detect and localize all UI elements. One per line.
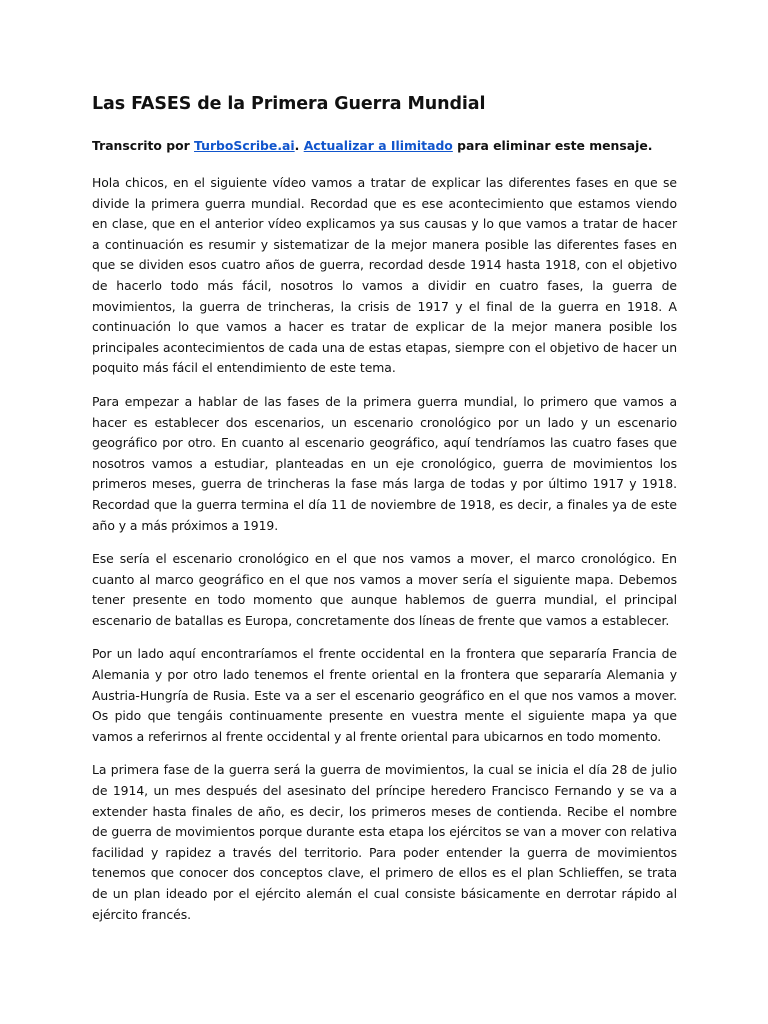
upgrade-unlimited-link[interactable]: Actualizar a Ilimitado [303, 138, 453, 153]
paragraph-fronts: Por un lado aquí encontraríamos el frente occidental en la frontera que separaría Francia de Alemania y por otro lado tenemos el frente oriental en la frontera que separaría Alemania y Austria-Hungría de Rusia. Este va a ser el escenario geográfico en el que nos vamos a mover. Os pido que tengáis continuamente presente en vuestra mente el siguiente mapa ya que vamos a referirnos al frente occidental y al frente oriental para ubicarnos en todo momento. [92, 646, 677, 744]
transcription-notice [92, 136, 677, 156]
paragraph-war-of-movement: La primera fase de la guerra será la guerra de movimientos, la cual se inicia el día 28 de julio de 1914, un mes después del asesinato del príncipe heredero Francisco Fernando y se va a extender hasta finales de año, es decir, los primeros meses de contienda. Recibe el nombre de guerra de movimientos porque durante esta etapa los ejércitos se van a mover con relativa facilidad y rapidez a través del territorio. Para poder entender la guerra de movimientos tenemos que conocer dos conceptos clave, el primero de ellos es el plan Schlieffen, se trata de un plan ideado por el ejército alemán el cual consiste básicamente en derrotar rápido al ejército francés. [92, 762, 677, 922]
document-page [92, 92, 677, 938]
notice-suffix: para eliminar este mensaje. [452, 138, 653, 153]
paragraph-scenarios: Para empezar a hablar de las fases de la primera guerra mundial, lo primero que vamos a hacer es establecer dos escenarios, un escenario cronológico por un lado y un escenario geográfico por otro. En cuanto al escenario geográfico, aquí tendríamos las cuatro fases que nosotros vamos a estudiar, planteadas en un eje cronológico, guerra de movimientos los primeros meses, guerra de trincheras la fase más larga de todas y por último 1917 y 1918. Recordad que la guerra termina el día 11 de noviembre de 1918, es decir, a finales ya de este año y a más próximos a 1919. [92, 393, 677, 533]
turboscribe-link[interactable]: TurboScribe.ai [194, 138, 295, 153]
paragraph-chronological-frame: Ese sería el escenario cronológico en el que nos vamos a mover, el marco cronológico. En cuanto al marco geográfico en el que nos vamos a mover sería el siguiente mapa. Debemos tener presente en todo momento que aunque hablemos de guerra mundial, el principal escenario de batallas es Europa, concretamente dos líneas de frente que vamos a establecer. [92, 551, 677, 628]
notice-prefix: Transcrito por [92, 138, 195, 153]
document-title: Las FASES de la Primera Guerra Mundial [92, 94, 486, 114]
paragraph-intro: Hola chicos, en el siguiente vídeo vamos a tratar de explicar las diferentes fases en que se divide la primera guerra mundial. Recordad que es ese acontecimiento que estamos viendo en clase, que en el anterior vídeo explicamos ya sus causas y lo que vamos a tratar de hacer a continuación es resumir y sistematizar de la mejor manera posible las diferentes fases en que se dividen esos cuatro años de guerra, recordad desde 1914 hasta 1918, con el objetivo de hacerlo todo más fácil, nosotros lo vamos a dividir en cuatro fases, la guerra de movimientos, la guerra de trincheras, la crisis de 1917 y el final de la guerra en 1918. A continuación lo que vamos a hacer es tratar de explicar de la mejor manera posible los principales acontecimientos de cada una de estas etapas, siempre con el objetivo de hacer un poquito más fácil el entendimiento de este tema. [92, 175, 677, 376]
notice-separator: . [294, 138, 304, 153]
